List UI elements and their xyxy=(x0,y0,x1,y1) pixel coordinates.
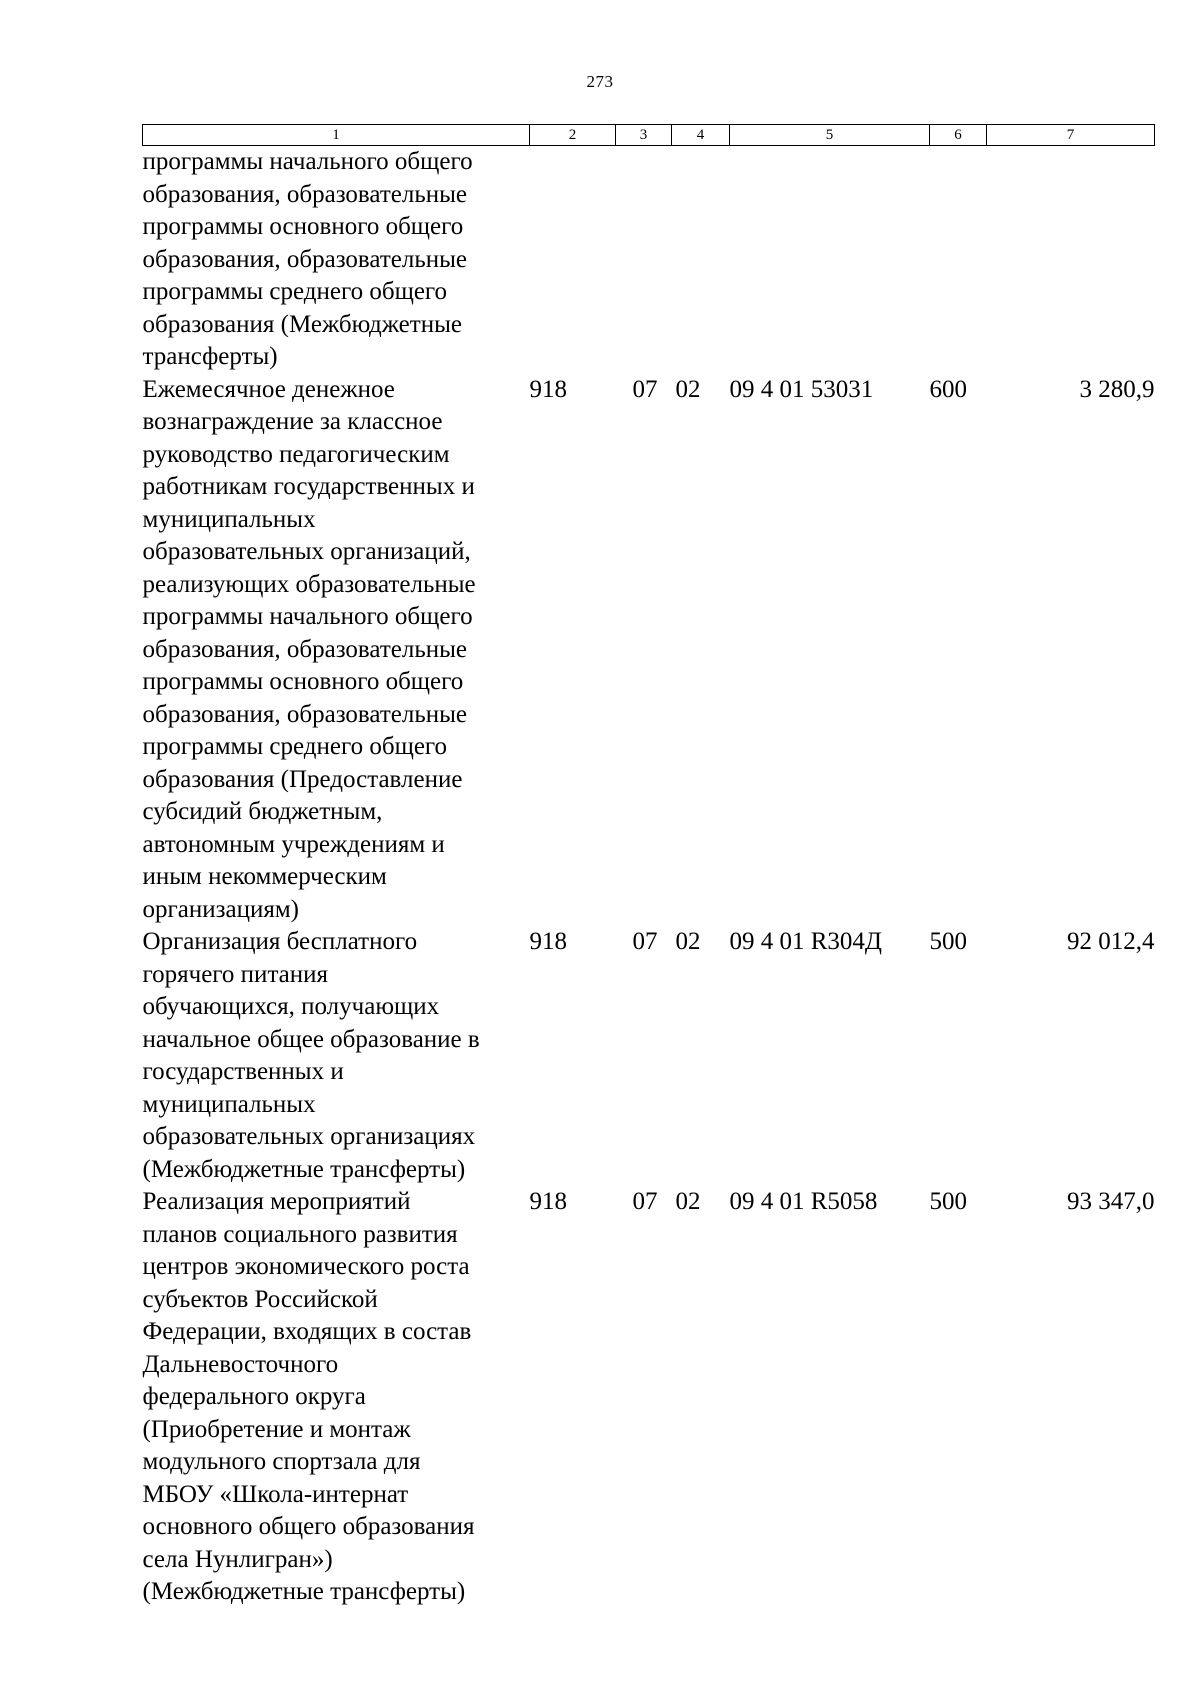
target-article-code: 09 4 01 R5058 xyxy=(729,1188,878,1215)
section-code xyxy=(616,146,672,374)
section-code: 07 xyxy=(632,1188,658,1215)
ministry-code: 918 xyxy=(529,375,567,403)
table-row xyxy=(143,146,1155,374)
ministry-code xyxy=(530,146,616,374)
description-line: Федерации, входящих в состав xyxy=(142,1318,472,1345)
target-article-code: 09 4 01 R304Д xyxy=(729,928,882,955)
description-line: Ежемесячное денежное xyxy=(142,375,395,403)
description-line: Реализация мероприятий xyxy=(142,1188,411,1215)
description-line: (Межбюджетные трансферты) xyxy=(142,1578,466,1605)
row-description xyxy=(143,1186,530,1609)
ministry-code: 918 xyxy=(529,1188,567,1215)
description-line: программы среднего общего xyxy=(142,733,448,760)
description-line: работникам государственных и xyxy=(142,473,475,500)
column-header-2: 2 xyxy=(530,125,616,146)
description-line: МБОУ «Школа-интернат xyxy=(142,1480,409,1508)
description-line: программы основного общего xyxy=(142,668,464,695)
description-line: федерального округа xyxy=(142,1383,366,1410)
row-description xyxy=(143,146,530,374)
description-line: (Межбюджетные трансферты) xyxy=(142,1155,466,1183)
description-line: образования, образовательные xyxy=(142,635,468,663)
description-line: вознаграждение за классное xyxy=(142,408,443,435)
column-header-7: 7 xyxy=(987,125,1155,146)
description-line: реализующих образовательные xyxy=(142,570,476,598)
description-line: программы начального общего xyxy=(142,148,473,175)
description-line: образовательных организаций, xyxy=(142,538,471,565)
description-line: программы начального общего xyxy=(142,603,473,630)
description-line: Дальневосточного xyxy=(142,1350,339,1378)
description-line: программы среднего общего xyxy=(142,278,448,305)
description-line: обучающихся, получающих xyxy=(142,993,440,1020)
subsection-code xyxy=(672,146,730,374)
table-row xyxy=(143,926,1155,1186)
description-line: руководство педагогическим xyxy=(142,440,450,468)
column-header-6: 6 xyxy=(930,125,987,146)
description-line: модульного спортзала для xyxy=(142,1448,421,1475)
description-line: образования, образовательные xyxy=(142,245,468,273)
description-line: программы основного общего xyxy=(142,213,464,240)
budget-table xyxy=(142,124,1155,1609)
expense-type-code: 500 xyxy=(929,928,967,955)
row-description xyxy=(143,374,530,927)
target-article-code: 09 4 01 53031 xyxy=(729,375,874,403)
description-line: организациям) xyxy=(142,895,299,923)
ministry-code: 918 xyxy=(529,928,567,955)
description-line: (Приобретение и монтаж xyxy=(142,1415,411,1443)
description-line: трансферты) xyxy=(142,343,278,370)
amount xyxy=(987,146,1155,374)
column-header-3: 3 xyxy=(616,125,672,146)
subsection-code: 02 xyxy=(675,928,701,955)
expense-type-code: 500 xyxy=(929,1188,967,1215)
description-line: образования, образовательные xyxy=(142,180,468,208)
amount: 92 012,4 xyxy=(1067,928,1155,955)
description-line: горячего питания xyxy=(142,960,329,988)
amount: 93 347,0 xyxy=(1067,1188,1155,1215)
description-line: начальное общее образование в xyxy=(142,1025,480,1053)
description-line: образования (Межбюджетные xyxy=(142,310,462,338)
section-code: 07 xyxy=(632,375,658,403)
description-line: села Нунлигран») xyxy=(142,1545,333,1573)
description-line: автономным учреждениям и xyxy=(142,830,445,858)
description-line: субъектов Российской xyxy=(142,1285,378,1313)
table-row xyxy=(143,374,1155,927)
description-line: Организация бесплатного xyxy=(142,928,418,955)
description-line: центров экономического роста xyxy=(142,1253,470,1280)
description-line: муниципальных xyxy=(142,505,316,533)
description-line: иным некоммерческим xyxy=(142,863,387,890)
expense-type-code xyxy=(930,146,987,374)
column-header-5: 5 xyxy=(730,125,930,146)
description-line: основного общего образования xyxy=(142,1513,475,1540)
section-code: 07 xyxy=(632,928,658,955)
target-article-code xyxy=(730,146,930,374)
expense-type-code: 600 xyxy=(929,375,967,403)
column-header-1: 1 xyxy=(143,125,530,146)
subsection-code: 02 xyxy=(675,375,701,403)
column-header-4: 4 xyxy=(672,125,730,146)
description-line: субсидий бюджетным, xyxy=(142,798,383,825)
description-line: образовательных организациях xyxy=(142,1123,476,1150)
description-line: образования, образовательные xyxy=(142,700,468,728)
amount: 3 280,9 xyxy=(1079,375,1155,403)
subsection-code: 02 xyxy=(675,1188,701,1215)
page-number: 273 xyxy=(586,72,614,91)
table-header-row xyxy=(143,125,1155,146)
description-line: муниципальных xyxy=(142,1090,316,1118)
table-row xyxy=(143,1186,1155,1609)
row-description xyxy=(143,926,530,1186)
description-line: образования (Предоставление xyxy=(142,765,463,793)
description-line: государственных и xyxy=(142,1058,344,1085)
description-line: планов социального развития xyxy=(142,1220,458,1248)
